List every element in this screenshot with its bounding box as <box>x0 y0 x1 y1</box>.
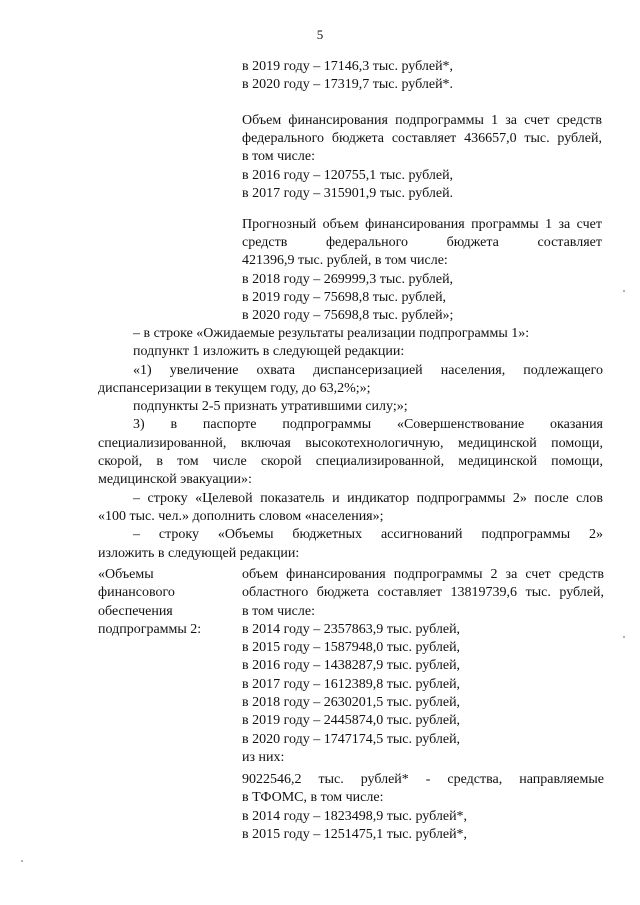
amendment-text <box>98 325 603 563</box>
text-line: 3) в паспорте подпрограммы «Совершенствование оказания <box>133 417 603 433</box>
text-line: в 2018 году – 2630201,5 тыс. рублей, <box>242 695 461 711</box>
text-line: в 2020 году – 1747174,5 тыс. рублей, <box>242 731 461 747</box>
scan-speck <box>623 290 625 292</box>
text-line: в 2019 году – 75698,8 тыс. рублей, <box>242 289 447 305</box>
text-line: в том числе: <box>242 603 315 619</box>
funding-continuation <box>242 58 602 94</box>
text-line: в 2014 году – 2357863,9 тыс. рублей, <box>242 621 461 637</box>
label-line: финансового <box>98 585 175 601</box>
text-line: из них: <box>242 749 285 765</box>
text-line: Объем финансирования подпрограммы 1 за счет средств <box>242 113 602 128</box>
forecast-funding-block <box>242 216 602 325</box>
text-line: в ТФОМС, в том числе: <box>242 790 384 806</box>
text-line: в 2017 году – 315901,9 тыс. рублей. <box>242 185 454 201</box>
label-line: подпрограммы 2: <box>98 621 202 637</box>
text-line: в 2016 году – 120755,1 тыс. рублей, <box>242 167 454 183</box>
text-line: в 2015 году – 1251475,1 тыс. рублей*, <box>242 826 468 842</box>
text-line: – строку «Целевой показатель и индикатор подпрограммы 2» после слов <box>133 490 603 506</box>
text-line: в 2015 году – 1587948,0 тыс. рублей, <box>242 640 461 656</box>
text-line: 9022546,2 тыс. рублей* - средства, направляемые <box>242 772 604 787</box>
text-line: изложить в следующей редакции: <box>98 545 300 561</box>
text-line: в 2020 году – 75698,8 тыс. рублей»; <box>242 308 454 324</box>
text-line: объем финансирования подпрограммы 2 за счет средств <box>242 567 604 582</box>
label-line: «Объемы <box>98 567 154 582</box>
text-line: подпункт 1 изложить в следующей редакции: <box>133 344 405 360</box>
text-line: медицинской эвакуации»: <box>98 472 252 488</box>
funding-label <box>98 566 201 639</box>
text-line: в том числе: <box>242 149 315 165</box>
funding-value-tfoms <box>242 771 604 844</box>
federal-funding-block <box>242 112 602 203</box>
page-number: 5 <box>316 27 324 42</box>
scan-speck <box>623 636 625 638</box>
text-line: – в строке «Ожидаемые результаты реализации подпрограммы 1»: <box>133 326 530 341</box>
text-line: в 2019 году – 17146,3 тыс. рублей*, <box>242 59 454 74</box>
text-line: в 2019 году – 2445874,0 тыс. рублей, <box>242 713 461 729</box>
text-line: – строку «Объемы бюджетных ассигнований подпрограммы 2» <box>133 527 603 543</box>
text-line: «1) увеличение охвата диспансеризацией населения, подлежащего <box>133 362 603 378</box>
text-line: средств федерального бюджета составляет <box>242 235 602 251</box>
text-line: Прогнозный объем финансирования программы 1 за счет <box>242 217 602 232</box>
text-line: 421396,9 тыс. рублей, в том числе: <box>242 253 448 269</box>
text-line: специализированной, включая высокотехнологичную, медицинской помощи, <box>98 435 603 451</box>
text-line: областного бюджета составляет 13819739,6 тыс. рублей, <box>242 585 604 601</box>
text-line: в 2016 году – 1438287,9 тыс. рублей, <box>242 658 461 674</box>
funding-value-regional <box>242 566 604 767</box>
text-line: в 2017 году – 1612389,8 тыс. рублей, <box>242 676 461 692</box>
text-line: диспансеризации в текущем году, до 63,2%;»; <box>98 380 371 396</box>
scan-speck <box>21 860 23 862</box>
text-line: подпункты 2-5 признать утратившими силу;»; <box>133 399 408 415</box>
text-line: скорой, в том числе скорой специализированной, медицинской помощи, <box>98 454 603 470</box>
text-line: в 2020 году – 17319,7 тыс. рублей*. <box>242 77 454 93</box>
text-line: в 2014 году – 1823498,9 тыс. рублей*, <box>242 808 468 824</box>
text-line: «100 тыс. чел.» дополнить словом «населения»; <box>98 508 384 524</box>
text-line: федерального бюджета составляет 436657,0 тыс. рублей, <box>242 131 602 147</box>
text-line: в 2018 году – 269999,3 тыс. рублей, <box>242 271 454 287</box>
label-line: обеспечения <box>98 603 173 619</box>
